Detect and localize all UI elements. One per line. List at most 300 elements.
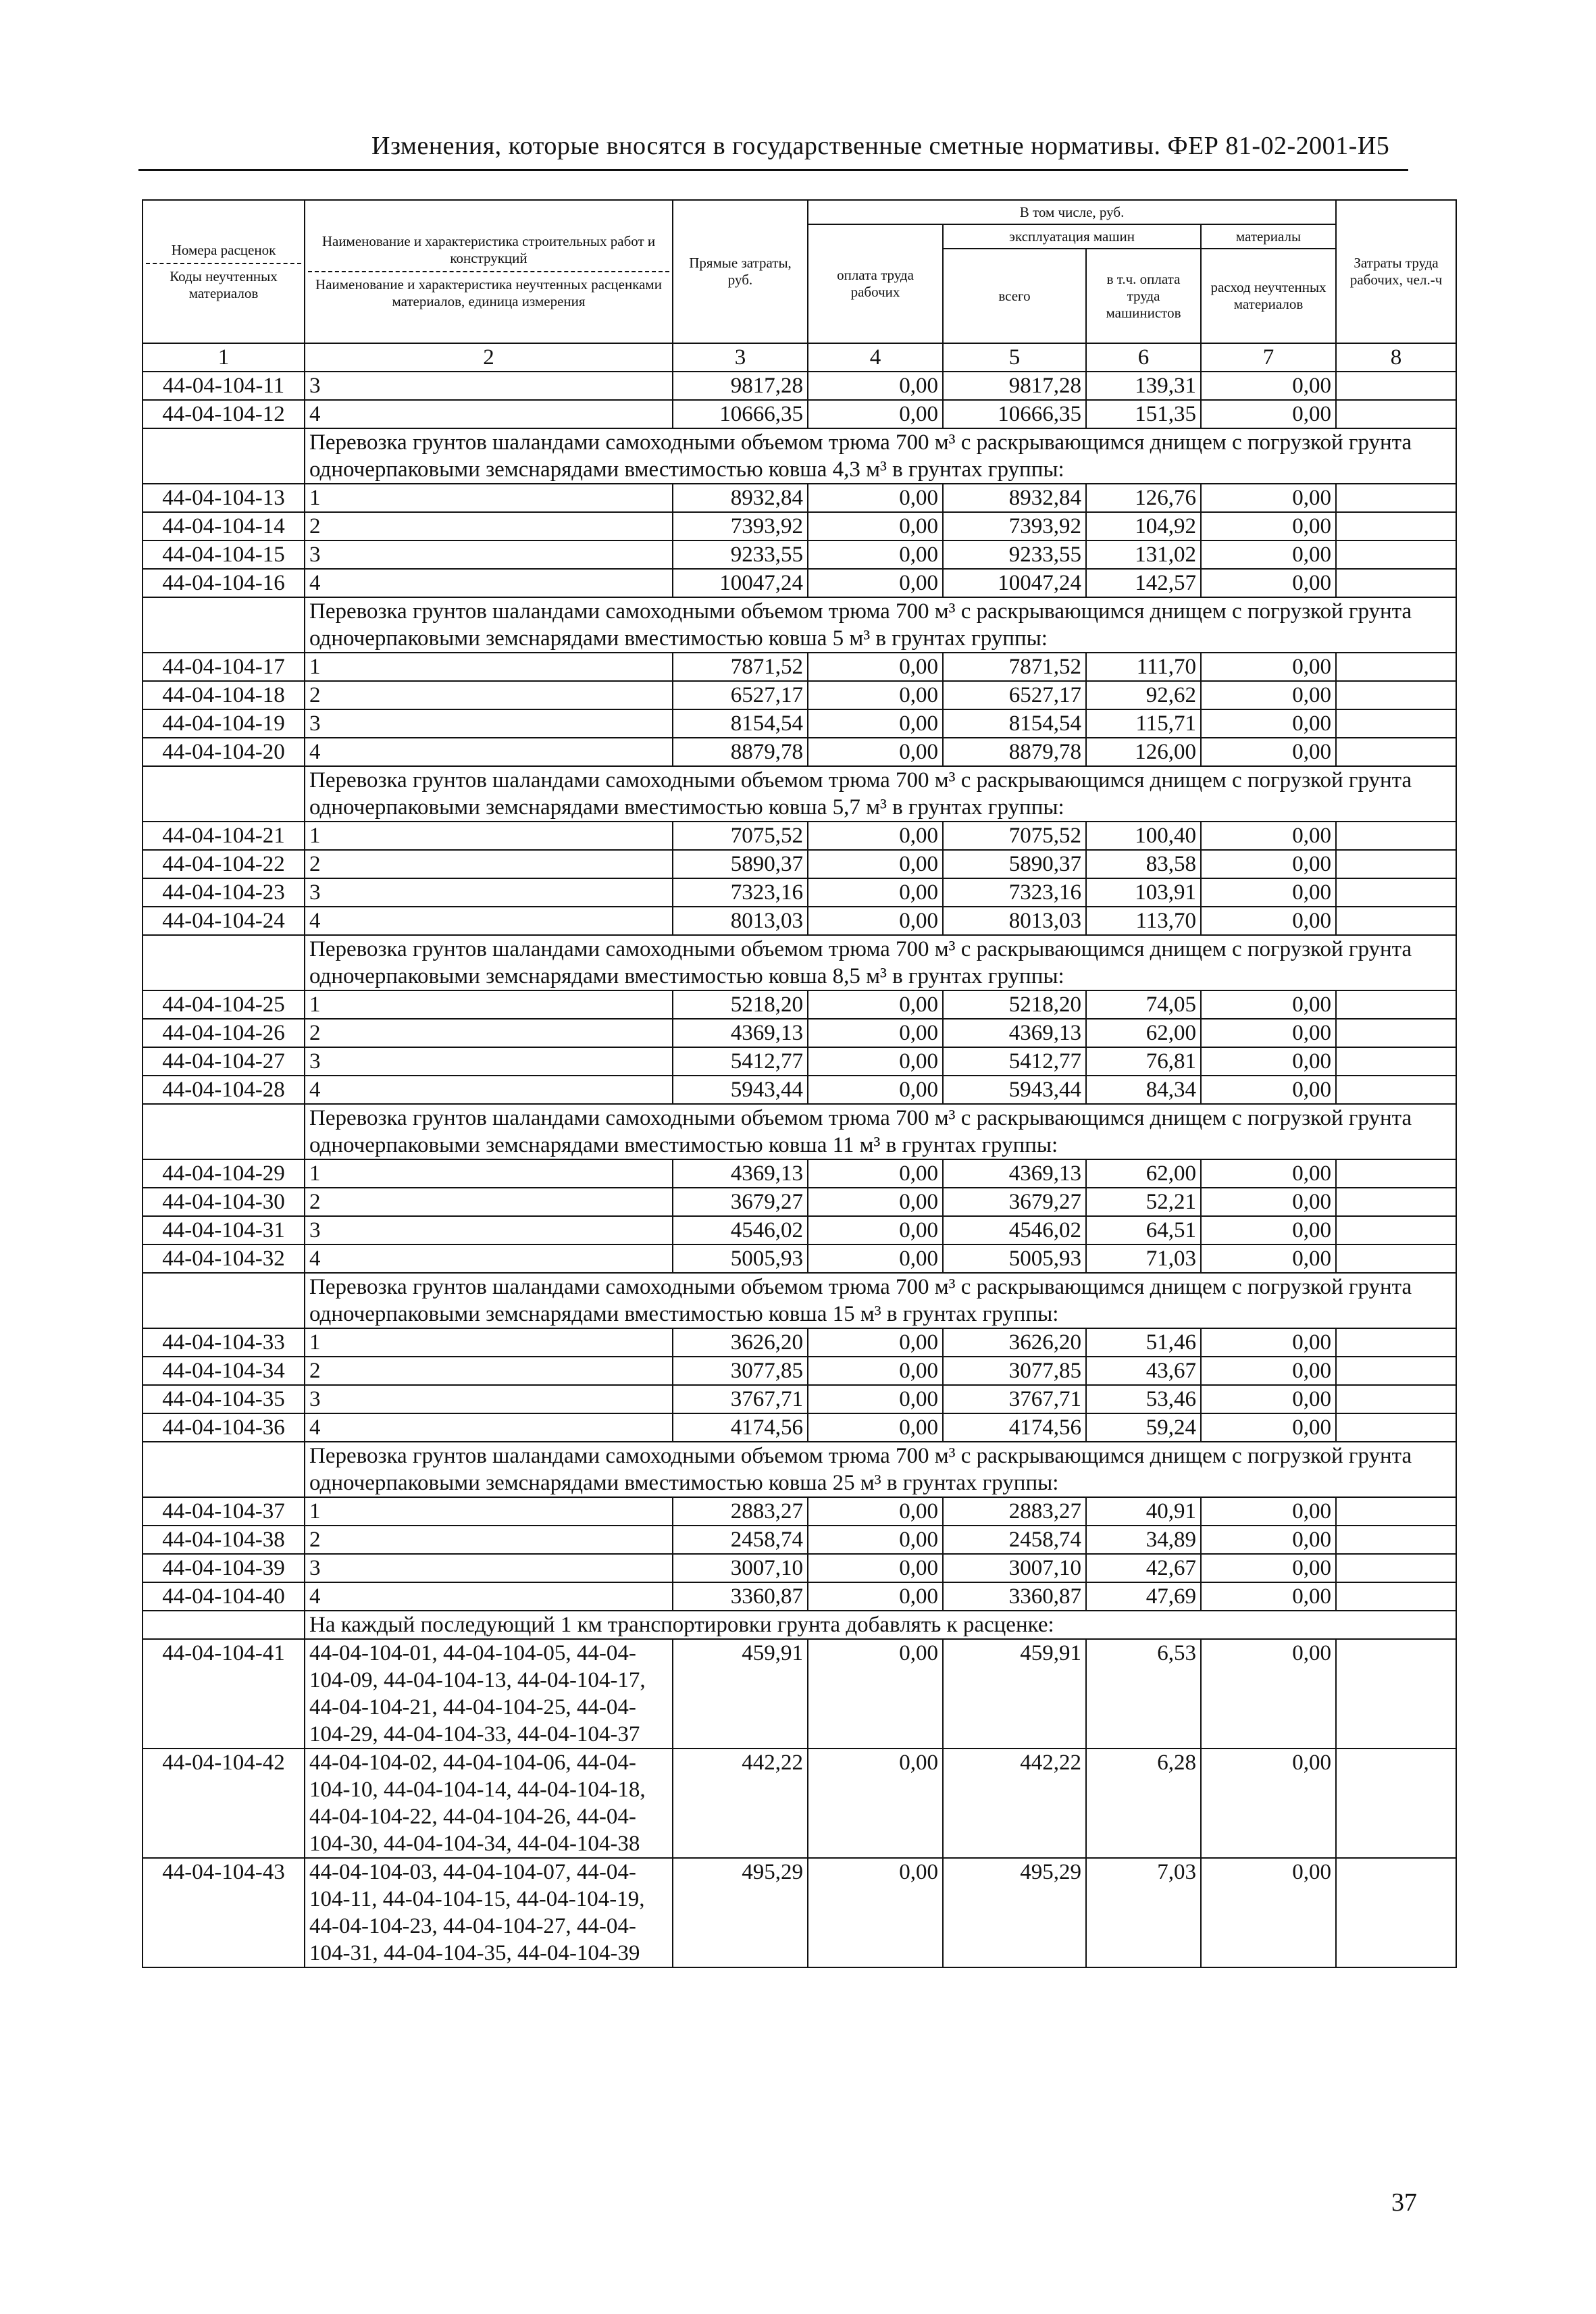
section-caption: Перевозка грунтов шаландами самоходными объемом трюма 700 м³ с раскрывающимся днищем с погрузкой грунта одночерпаковыми земснарядами вместимостью ковша 4,3 м³ в грунтах группы: xyxy=(305,428,1456,484)
direct-costs: 495,29 xyxy=(673,1858,808,1967)
table-body xyxy=(143,343,1456,1967)
table-row xyxy=(143,569,1456,597)
operator-pay: 6,53 xyxy=(1086,1639,1201,1749)
labor-hours xyxy=(1336,1076,1456,1104)
materials-value: 0,00 xyxy=(1201,400,1336,428)
section-caption-row xyxy=(143,1104,1456,1159)
rate-code: 44-04-104-32 xyxy=(143,1244,305,1273)
worker-pay: 0,00 xyxy=(808,681,943,709)
labor-hours xyxy=(1336,484,1456,512)
column-number: 6 xyxy=(1086,343,1201,372)
rate-code: 44-04-104-27 xyxy=(143,1047,305,1076)
materials-value: 0,00 xyxy=(1201,1047,1336,1076)
direct-costs: 5890,37 xyxy=(673,850,808,878)
table-row xyxy=(143,1413,1456,1442)
column-number: 8 xyxy=(1336,343,1456,372)
operator-pay: 104,92 xyxy=(1086,512,1201,540)
direct-costs: 8154,54 xyxy=(673,709,808,738)
work-name: 4 xyxy=(305,400,673,428)
worker-pay: 0,00 xyxy=(808,878,943,907)
caption-spacer xyxy=(143,1104,305,1159)
labor-hours xyxy=(1336,738,1456,766)
work-name: 1 xyxy=(305,1159,673,1188)
labor-hours xyxy=(1336,1582,1456,1611)
materials-value: 0,00 xyxy=(1201,907,1336,935)
materials-value: 0,00 xyxy=(1201,681,1336,709)
operator-pay: 52,21 xyxy=(1086,1188,1201,1216)
table-row xyxy=(143,1047,1456,1076)
direct-costs: 459,91 xyxy=(673,1639,808,1749)
caption-spacer xyxy=(143,1442,305,1497)
rate-code: 44-04-104-39 xyxy=(143,1554,305,1582)
column-number-row xyxy=(143,343,1456,372)
worker-pay: 0,00 xyxy=(808,1413,943,1442)
work-name: 4 xyxy=(305,1582,673,1611)
worker-pay: 0,00 xyxy=(808,907,943,935)
rate-code: 44-04-104-40 xyxy=(143,1582,305,1611)
rate-code: 44-04-104-41 xyxy=(143,1639,305,1749)
labor-hours xyxy=(1336,878,1456,907)
caption-spacer xyxy=(143,1611,305,1639)
labor-hours xyxy=(1336,1047,1456,1076)
work-name: 4 xyxy=(305,738,673,766)
operator-pay: 34,89 xyxy=(1086,1526,1201,1554)
worker-pay: 0,00 xyxy=(808,372,943,400)
direct-costs: 5412,77 xyxy=(673,1047,808,1076)
worker-pay: 0,00 xyxy=(808,1188,943,1216)
direct-costs: 7871,52 xyxy=(673,653,808,681)
direct-costs: 8879,78 xyxy=(673,738,808,766)
section-caption: На каждый последующий 1 км транспортировки грунта добавлять к расценке: xyxy=(305,1611,1456,1639)
column-number: 3 xyxy=(673,343,808,372)
rate-code: 44-04-104-24 xyxy=(143,907,305,935)
work-name: 3 xyxy=(305,1385,673,1413)
materials-value: 0,00 xyxy=(1201,1554,1336,1582)
table-row xyxy=(143,1019,1456,1047)
work-name: 4 xyxy=(305,1076,673,1104)
labor-hours xyxy=(1336,681,1456,709)
column-number: 5 xyxy=(943,343,1086,372)
materials-value: 0,00 xyxy=(1201,1357,1336,1385)
work-name: 1 xyxy=(305,1497,673,1526)
labor-hours xyxy=(1336,850,1456,878)
rate-code: 44-04-104-11 xyxy=(143,372,305,400)
work-name: 3 xyxy=(305,709,673,738)
work-name: 4 xyxy=(305,907,673,935)
operator-pay: 47,69 xyxy=(1086,1582,1201,1611)
machines-total: 459,91 xyxy=(943,1639,1086,1749)
table-row xyxy=(143,822,1456,850)
rate-code: 44-04-104-37 xyxy=(143,1497,305,1526)
machines-total: 4174,56 xyxy=(943,1413,1086,1442)
operator-pay: 126,76 xyxy=(1086,484,1201,512)
labor-hours xyxy=(1336,1216,1456,1244)
rate-code: 44-04-104-30 xyxy=(143,1188,305,1216)
rate-code: 44-04-104-35 xyxy=(143,1385,305,1413)
machines-total: 5943,44 xyxy=(943,1076,1086,1104)
materials-value: 0,00 xyxy=(1201,1749,1336,1858)
table-row xyxy=(143,1385,1456,1413)
operator-pay: 7,03 xyxy=(1086,1858,1201,1967)
direct-costs: 9233,55 xyxy=(673,540,808,569)
rate-code: 44-04-104-17 xyxy=(143,653,305,681)
operator-pay: 42,67 xyxy=(1086,1554,1201,1582)
operator-pay: 62,00 xyxy=(1086,1159,1201,1188)
section-caption-row xyxy=(143,597,1456,653)
materials-value: 0,00 xyxy=(1201,1497,1336,1526)
operator-pay: 40,91 xyxy=(1086,1497,1201,1526)
worker-pay: 0,00 xyxy=(808,400,943,428)
work-name: 2 xyxy=(305,512,673,540)
section-caption: Перевозка грунтов шаландами самоходными объемом трюма 700 м³ с раскрывающимся днищем с погрузкой грунта одночерпаковыми земснарядами вместимостью ковша 8,5 м³ в грунтах группы: xyxy=(305,935,1456,990)
header-direct-costs: Прямые затраты, руб. xyxy=(673,200,808,343)
machines-total: 8013,03 xyxy=(943,907,1086,935)
worker-pay: 0,00 xyxy=(808,1554,943,1582)
table-row xyxy=(143,1076,1456,1104)
direct-costs: 4369,13 xyxy=(673,1019,808,1047)
direct-costs: 10666,35 xyxy=(673,400,808,428)
materials-value: 0,00 xyxy=(1201,1188,1336,1216)
machines-total: 3077,85 xyxy=(943,1357,1086,1385)
worker-pay: 0,00 xyxy=(808,709,943,738)
caption-spacer xyxy=(143,428,305,484)
materials-value: 0,00 xyxy=(1201,1244,1336,1273)
section-caption-row xyxy=(143,428,1456,484)
direct-costs: 7393,92 xyxy=(673,512,808,540)
machines-total: 8879,78 xyxy=(943,738,1086,766)
section-caption-row xyxy=(143,766,1456,822)
materials-value: 0,00 xyxy=(1201,540,1336,569)
materials-value: 0,00 xyxy=(1201,850,1336,878)
section-caption-row xyxy=(143,935,1456,990)
worker-pay: 0,00 xyxy=(808,484,943,512)
header-operator-pay: в т.ч. оплата труда машинистов xyxy=(1086,249,1201,343)
rate-code: 44-04-104-43 xyxy=(143,1858,305,1967)
machines-total: 10047,24 xyxy=(943,569,1086,597)
materials-value: 0,00 xyxy=(1201,1413,1336,1442)
worker-pay: 0,00 xyxy=(808,1328,943,1357)
table-row xyxy=(143,540,1456,569)
machines-total: 4369,13 xyxy=(943,1159,1086,1188)
machines-total: 2883,27 xyxy=(943,1497,1086,1526)
materials-value: 0,00 xyxy=(1201,1328,1336,1357)
machines-total: 4546,02 xyxy=(943,1216,1086,1244)
table-row xyxy=(143,1582,1456,1611)
machines-total: 7075,52 xyxy=(943,822,1086,850)
machines-total: 9233,55 xyxy=(943,540,1086,569)
worker-pay: 0,00 xyxy=(808,512,943,540)
labor-hours xyxy=(1336,1159,1456,1188)
operator-pay: 83,58 xyxy=(1086,850,1201,878)
direct-costs: 9817,28 xyxy=(673,372,808,400)
table-row xyxy=(143,372,1456,400)
table-row xyxy=(143,1858,1456,1967)
rate-code: 44-04-104-20 xyxy=(143,738,305,766)
worker-pay: 0,00 xyxy=(808,1497,943,1526)
labor-hours xyxy=(1336,1554,1456,1582)
table-row xyxy=(143,1244,1456,1273)
header-group-machines: эксплуатация машин xyxy=(943,224,1201,249)
work-name: 4 xyxy=(305,569,673,597)
direct-costs: 5005,93 xyxy=(673,1244,808,1273)
worker-pay: 0,00 xyxy=(808,1244,943,1273)
machines-total: 3767,71 xyxy=(943,1385,1086,1413)
work-name: 1 xyxy=(305,653,673,681)
materials-value: 0,00 xyxy=(1201,1076,1336,1104)
materials-value: 0,00 xyxy=(1201,990,1336,1019)
rate-code: 44-04-104-31 xyxy=(143,1216,305,1244)
work-name: 3 xyxy=(305,1554,673,1582)
machines-total: 5218,20 xyxy=(943,990,1086,1019)
rate-code: 44-04-104-33 xyxy=(143,1328,305,1357)
direct-costs: 10047,24 xyxy=(673,569,808,597)
work-name: 44-04-104-03, 44-04-104-07, 44-04-104-11, 44-04-104-15, 44-04-104-19, 44-04-104-23, 44-04-104-27, 44-04-104-31, 44-04-104-35, 44-04-104-39 xyxy=(305,1858,673,1967)
header-unaccounted-materials: расход неучтенных материалов xyxy=(1201,249,1336,343)
table-row xyxy=(143,878,1456,907)
page-number: 37 xyxy=(1391,2188,1417,2217)
work-name: 2 xyxy=(305,850,673,878)
materials-value: 0,00 xyxy=(1201,1385,1336,1413)
table-row xyxy=(143,990,1456,1019)
operator-pay: 53,46 xyxy=(1086,1385,1201,1413)
materials-value: 0,00 xyxy=(1201,822,1336,850)
work-name: 44-04-104-01, 44-04-104-05, 44-04-104-09, 44-04-104-13, 44-04-104-17, 44-04-104-21, 44-04-104-25, 44-04-104-29, 44-04-104-33, 44-04-104-37 xyxy=(305,1639,673,1749)
direct-costs: 2883,27 xyxy=(673,1497,808,1526)
operator-pay: 71,03 xyxy=(1086,1244,1201,1273)
table-row xyxy=(143,1526,1456,1554)
machines-total: 3679,27 xyxy=(943,1188,1086,1216)
labor-hours xyxy=(1336,372,1456,400)
rate-code: 44-04-104-42 xyxy=(143,1749,305,1858)
operator-pay: 74,05 xyxy=(1086,990,1201,1019)
work-name: 3 xyxy=(305,540,673,569)
rate-code: 44-04-104-15 xyxy=(143,540,305,569)
worker-pay: 0,00 xyxy=(808,1385,943,1413)
table-row xyxy=(143,1749,1456,1858)
table-row xyxy=(143,1357,1456,1385)
machines-total: 7393,92 xyxy=(943,512,1086,540)
labor-hours xyxy=(1336,1244,1456,1273)
worker-pay: 0,00 xyxy=(808,1582,943,1611)
direct-costs: 4546,02 xyxy=(673,1216,808,1244)
operator-pay: 113,70 xyxy=(1086,907,1201,935)
operator-pay: 115,71 xyxy=(1086,709,1201,738)
rate-code: 44-04-104-22 xyxy=(143,850,305,878)
labor-hours xyxy=(1336,1357,1456,1385)
machines-total: 8932,84 xyxy=(943,484,1086,512)
table-row xyxy=(143,1159,1456,1188)
labor-hours xyxy=(1336,907,1456,935)
work-name: 3 xyxy=(305,372,673,400)
worker-pay: 0,00 xyxy=(808,1159,943,1188)
section-caption: Перевозка грунтов шаландами самоходными объемом трюма 700 м³ с раскрывающимся днищем с погрузкой грунта одночерпаковыми земснарядами вместимостью ковша 5 м³ в грунтах группы: xyxy=(305,597,1456,653)
direct-costs: 442,22 xyxy=(673,1749,808,1858)
worker-pay: 0,00 xyxy=(808,1858,943,1967)
rate-code: 44-04-104-14 xyxy=(143,512,305,540)
labor-hours xyxy=(1336,512,1456,540)
rate-code: 44-04-104-25 xyxy=(143,990,305,1019)
worker-pay: 0,00 xyxy=(808,822,943,850)
materials-value: 0,00 xyxy=(1201,1526,1336,1554)
materials-value: 0,00 xyxy=(1201,1639,1336,1749)
rate-code: 44-04-104-19 xyxy=(143,709,305,738)
labor-hours xyxy=(1336,1328,1456,1357)
labor-hours xyxy=(1336,1639,1456,1749)
direct-costs: 7323,16 xyxy=(673,878,808,907)
operator-pay: 92,62 xyxy=(1086,681,1201,709)
work-name: 3 xyxy=(305,878,673,907)
direct-costs: 6527,17 xyxy=(673,681,808,709)
worker-pay: 0,00 xyxy=(808,1357,943,1385)
direct-costs: 3007,10 xyxy=(673,1554,808,1582)
worker-pay: 0,00 xyxy=(808,653,943,681)
operator-pay: 139,31 xyxy=(1086,372,1201,400)
work-name: 2 xyxy=(305,681,673,709)
direct-costs: 7075,52 xyxy=(673,822,808,850)
rate-code: 44-04-104-28 xyxy=(143,1076,305,1104)
table-row xyxy=(143,1216,1456,1244)
operator-pay: 151,35 xyxy=(1086,400,1201,428)
materials-value: 0,00 xyxy=(1201,1159,1336,1188)
labor-hours xyxy=(1336,400,1456,428)
materials-value: 0,00 xyxy=(1201,484,1336,512)
materials-value: 0,00 xyxy=(1201,372,1336,400)
direct-costs: 3077,85 xyxy=(673,1357,808,1385)
operator-pay: 62,00 xyxy=(1086,1019,1201,1047)
table-row xyxy=(143,1554,1456,1582)
work-name: 3 xyxy=(305,1216,673,1244)
worker-pay: 0,00 xyxy=(808,1019,943,1047)
materials-value: 0,00 xyxy=(1201,512,1336,540)
operator-pay: 142,57 xyxy=(1086,569,1201,597)
caption-spacer xyxy=(143,935,305,990)
labor-hours xyxy=(1336,540,1456,569)
materials-value: 0,00 xyxy=(1201,569,1336,597)
direct-costs: 5943,44 xyxy=(673,1076,808,1104)
machines-total: 10666,35 xyxy=(943,400,1086,428)
work-name: 1 xyxy=(305,1328,673,1357)
column-number: 7 xyxy=(1201,343,1336,372)
section-caption: Перевозка грунтов шаландами самоходными объемом трюма 700 м³ с раскрывающимся днищем с погрузкой грунта одночерпаковыми земснарядами вместимостью ковша 25 м³ в грунтах группы: xyxy=(305,1442,1456,1497)
direct-costs: 3360,87 xyxy=(673,1582,808,1611)
operator-pay: 6,28 xyxy=(1086,1749,1201,1858)
header-group-including: В том числе, руб. xyxy=(808,200,1336,224)
labor-hours xyxy=(1336,990,1456,1019)
worker-pay: 0,00 xyxy=(808,1047,943,1076)
machines-total: 5005,93 xyxy=(943,1244,1086,1273)
operator-pay: 64,51 xyxy=(1086,1216,1201,1244)
table-row xyxy=(143,400,1456,428)
work-name: 2 xyxy=(305,1188,673,1216)
table-row xyxy=(143,709,1456,738)
rate-code: 44-04-104-13 xyxy=(143,484,305,512)
operator-pay: 103,91 xyxy=(1086,878,1201,907)
work-name: 3 xyxy=(305,1047,673,1076)
work-name: 4 xyxy=(305,1244,673,1273)
table-row xyxy=(143,850,1456,878)
section-caption-row xyxy=(143,1273,1456,1328)
materials-value: 0,00 xyxy=(1201,709,1336,738)
labor-hours xyxy=(1336,1526,1456,1554)
machines-total: 8154,54 xyxy=(943,709,1086,738)
operator-pay: 59,24 xyxy=(1086,1413,1201,1442)
worker-pay: 0,00 xyxy=(808,1526,943,1554)
direct-costs: 4174,56 xyxy=(673,1413,808,1442)
machines-total: 4369,13 xyxy=(943,1019,1086,1047)
work-name: 2 xyxy=(305,1526,673,1554)
page-header: Изменения, которые вносятся в государственные сметные нормативы. ФЕР 81-02-2001-И5 xyxy=(371,132,1390,160)
rate-code: 44-04-104-26 xyxy=(143,1019,305,1047)
labor-hours xyxy=(1336,1188,1456,1216)
worker-pay: 0,00 xyxy=(808,1639,943,1749)
caption-spacer xyxy=(143,597,305,653)
work-name: 1 xyxy=(305,990,673,1019)
header-labor-hours: Затраты труда рабочих, чел.-ч xyxy=(1336,200,1456,343)
labor-hours xyxy=(1336,1497,1456,1526)
machines-total: 3007,10 xyxy=(943,1554,1086,1582)
work-name: 44-04-104-02, 44-04-104-06, 44-04-104-10, 44-04-104-14, 44-04-104-18, 44-04-104-22, 44-04-104-26, 44-04-104-30, 44-04-104-34, 44-04-104-38 xyxy=(305,1749,673,1858)
header-rule xyxy=(138,169,1408,171)
operator-pay: 131,02 xyxy=(1086,540,1201,569)
labor-hours xyxy=(1336,1019,1456,1047)
table-row xyxy=(143,907,1456,935)
worker-pay: 0,00 xyxy=(808,990,943,1019)
machines-total: 6527,17 xyxy=(943,681,1086,709)
table-row xyxy=(143,1188,1456,1216)
machines-total: 7871,52 xyxy=(943,653,1086,681)
machines-total: 2458,74 xyxy=(943,1526,1086,1554)
labor-hours xyxy=(1336,1385,1456,1413)
section-caption: Перевозка грунтов шаландами самоходными объемом трюма 700 м³ с раскрывающимся днищем с погрузкой грунта одночерпаковыми земснарядами вместимостью ковша 5,7 м³ в грунтах группы: xyxy=(305,766,1456,822)
machines-total: 5412,77 xyxy=(943,1047,1086,1076)
materials-value: 0,00 xyxy=(1201,1216,1336,1244)
labor-hours xyxy=(1336,653,1456,681)
column-number: 4 xyxy=(808,343,943,372)
rate-code: 44-04-104-34 xyxy=(143,1357,305,1385)
materials-value: 0,00 xyxy=(1201,1019,1336,1047)
work-name: 2 xyxy=(305,1357,673,1385)
header-worker-pay: оплата труда рабочих xyxy=(808,224,943,343)
machines-total: 9817,28 xyxy=(943,372,1086,400)
machines-total: 3360,87 xyxy=(943,1582,1086,1611)
section-caption: Перевозка грунтов шаландами самоходными объемом трюма 700 м³ с раскрывающимся днищем с погрузкой грунта одночерпаковыми земснарядами вместимостью ковша 11 м³ в грунтах группы: xyxy=(305,1104,1456,1159)
column-number: 2 xyxy=(305,343,673,372)
labor-hours xyxy=(1336,709,1456,738)
table-row xyxy=(143,1328,1456,1357)
worker-pay: 0,00 xyxy=(808,540,943,569)
direct-costs: 3767,71 xyxy=(673,1385,808,1413)
column-number: 1 xyxy=(143,343,305,372)
rates-table xyxy=(142,199,1457,1968)
table-row xyxy=(143,653,1456,681)
direct-costs: 5218,20 xyxy=(673,990,808,1019)
materials-value: 0,00 xyxy=(1201,653,1336,681)
direct-costs: 8932,84 xyxy=(673,484,808,512)
operator-pay: 111,70 xyxy=(1086,653,1201,681)
machines-total: 3626,20 xyxy=(943,1328,1086,1357)
work-name: 1 xyxy=(305,822,673,850)
rate-code: 44-04-104-23 xyxy=(143,878,305,907)
caption-spacer xyxy=(143,1273,305,1328)
direct-costs: 3626,20 xyxy=(673,1328,808,1357)
table-row xyxy=(143,1497,1456,1526)
machines-total: 7323,16 xyxy=(943,878,1086,907)
header-machines-total: всего xyxy=(943,249,1086,343)
section-caption-row xyxy=(143,1611,1456,1639)
worker-pay: 0,00 xyxy=(808,1076,943,1104)
work-name: 4 xyxy=(305,1413,673,1442)
rate-code: 44-04-104-36 xyxy=(143,1413,305,1442)
